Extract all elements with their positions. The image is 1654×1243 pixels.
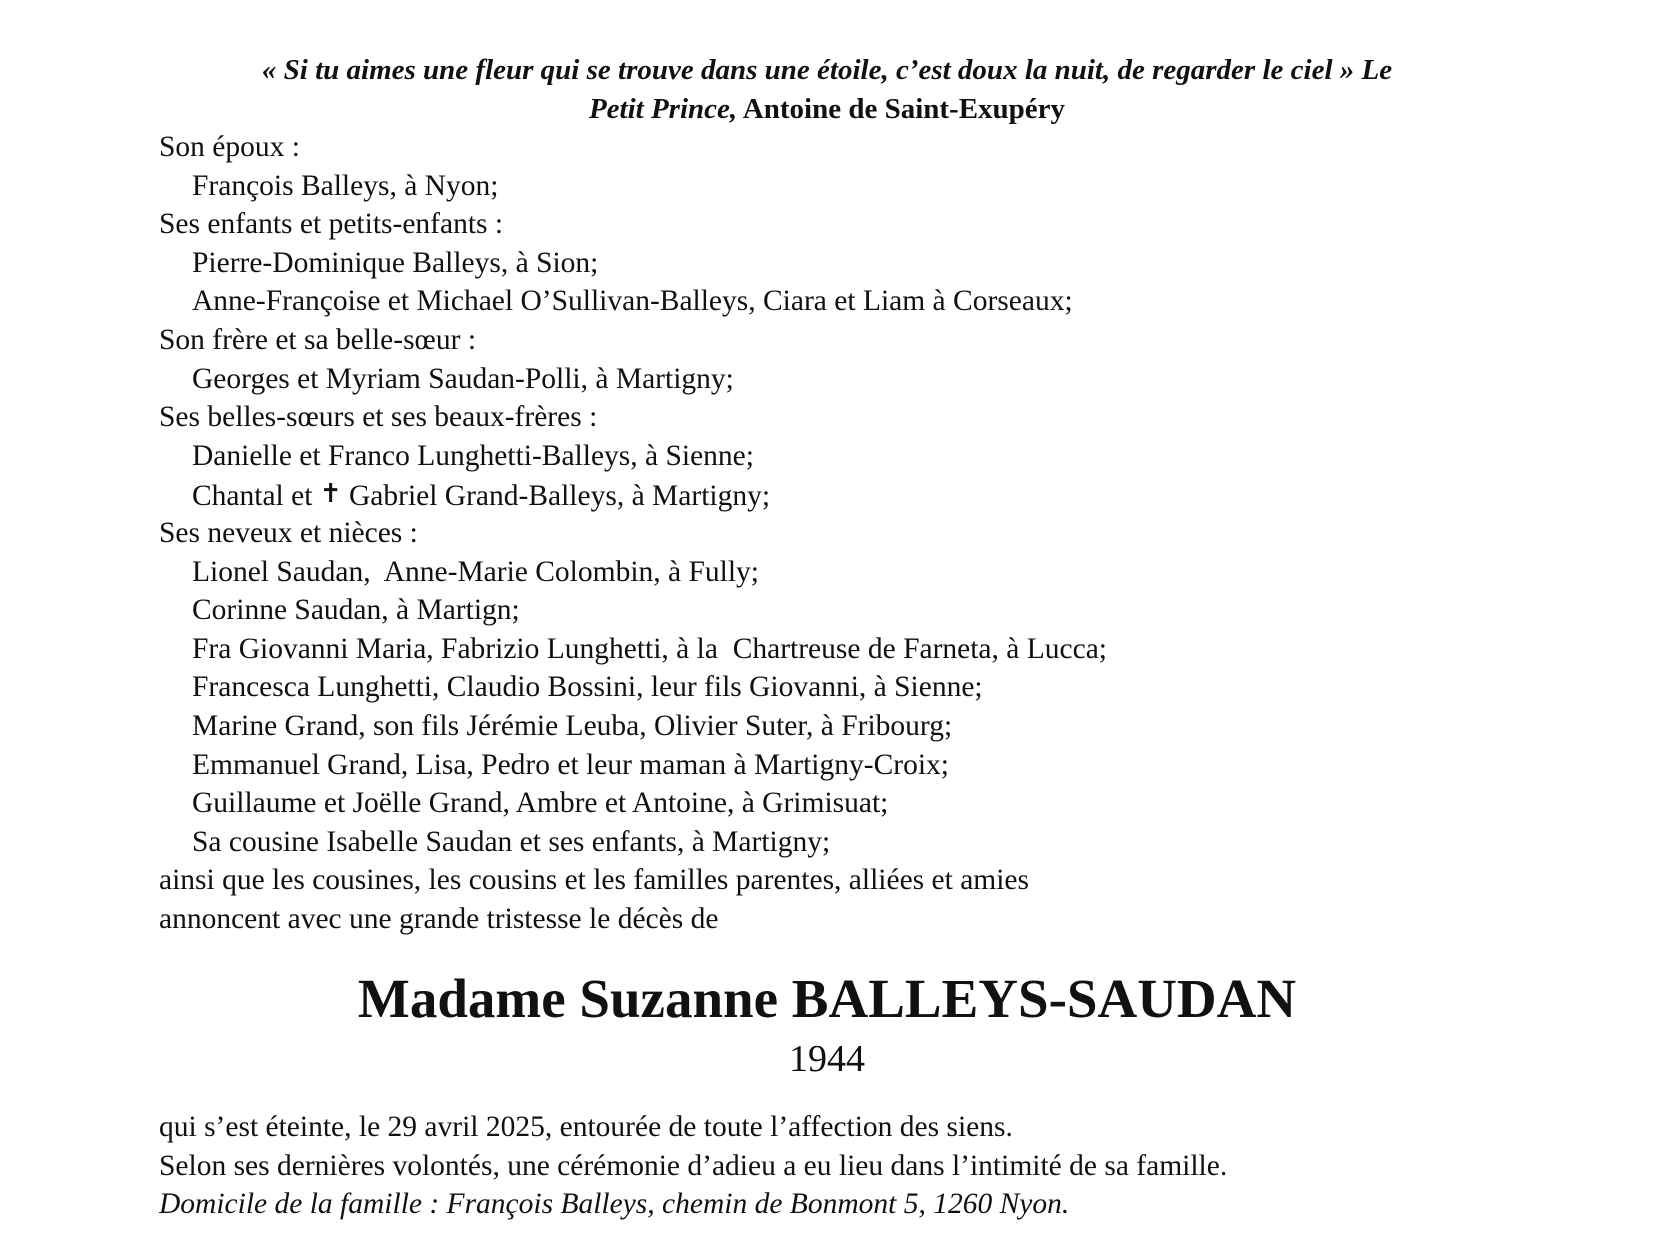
list-item: François Balleys, à Nyon; (192, 169, 499, 202)
deceased-name: Madame Suzanne BALLEYS-SAUDAN (357, 968, 1297, 1029)
passed-line: qui s’est éteinte, le 29 avril 2025, entourée de toute l’affection des siens. (159, 1111, 1013, 1143)
list-item: Guillaume et Joëlle Grand, Ambre et Antoine, à Grimisuat; (192, 787, 889, 820)
family-list (159, 128, 1559, 938)
children-heading: Ses enfants et petits-enfants : (159, 208, 504, 241)
spouse-heading: Son époux : (159, 131, 300, 163)
list-item: Francesca Lunghetti, Claudio Bossini, leur fils Giovanni, à Sienne; (192, 671, 983, 704)
quote-book-title: Petit Prince, (588, 93, 738, 125)
deceased-birth-year: 1944 (789, 1038, 865, 1080)
others-line: ainsi que les cousines, les cousins et les familles parentes, alliées et amies (159, 864, 1030, 897)
closing-text (159, 1108, 1599, 1224)
list-item: Emmanuel Grand, Lisa, Pedro et leur maman à Martigny-Croix; (192, 748, 949, 781)
ceremony-line: Selon ses dernières volontés, une cérémonie d’adieu a eu lieu dans l’intimité de sa famille. (159, 1149, 1228, 1182)
domicile-line: Domicile de la famille : François Balleys, chemin de Bonmont 5, 1260 Nyon. (159, 1188, 1070, 1221)
cross-icon: ✝ (319, 479, 342, 510)
nephews-heading: Ses neveux et nièces : (159, 516, 418, 549)
announce-line: annoncent avec une grande tristesse le décès de (159, 902, 719, 935)
inlaws-heading: Ses belles-sœurs et ses beaux-frères : (159, 401, 598, 434)
list-item: Corinne Saudan, à Martign; (192, 594, 520, 627)
list-item: Lionel Saudan, Anne-Marie Colombin, à Fully; (192, 555, 759, 588)
list-item: Danielle et Franco Lunghetti-Balleys, à Sienne; (192, 439, 754, 472)
list-item: Georges et Myriam Saudan-Polli, à Martigny; (192, 362, 734, 395)
epigraph-quote (150, 51, 1504, 129)
list-item: Anne-Françoise et Michael O’Sullivan-Balleys, Ciara et Liam à Corseaux; (192, 285, 1073, 318)
list-item: Fra Giovanni Maria, Fabrizio Lunghetti, à la Chartreuse de Farneta, à Lucca; (192, 632, 1107, 665)
inlaw-deceased-prefix: Chantal et (192, 480, 320, 513)
quote-text: « Si tu aimes une fleur qui se trouve dans une étoile, c’est doux la nuit, de regarder le ciel » Le (261, 54, 1393, 86)
list-item: Sa cousine Isabelle Saudan et ses enfants, à Martigny; (192, 825, 831, 858)
siblings-heading: Son frère et sa belle-sœur : (159, 323, 477, 356)
list-item-deceased (159, 475, 1559, 514)
inlaw-deceased-rest: Gabriel Grand-Balleys, à Martigny; (341, 480, 771, 513)
quote-author: Antoine de Saint-Exupéry (742, 93, 1066, 125)
list-item: Marine Grand, son fils Jérémie Leuba, Olivier Suter, à Fribourg; (192, 709, 953, 742)
list-item: Pierre-Dominique Balleys, à Sion; (192, 246, 599, 279)
